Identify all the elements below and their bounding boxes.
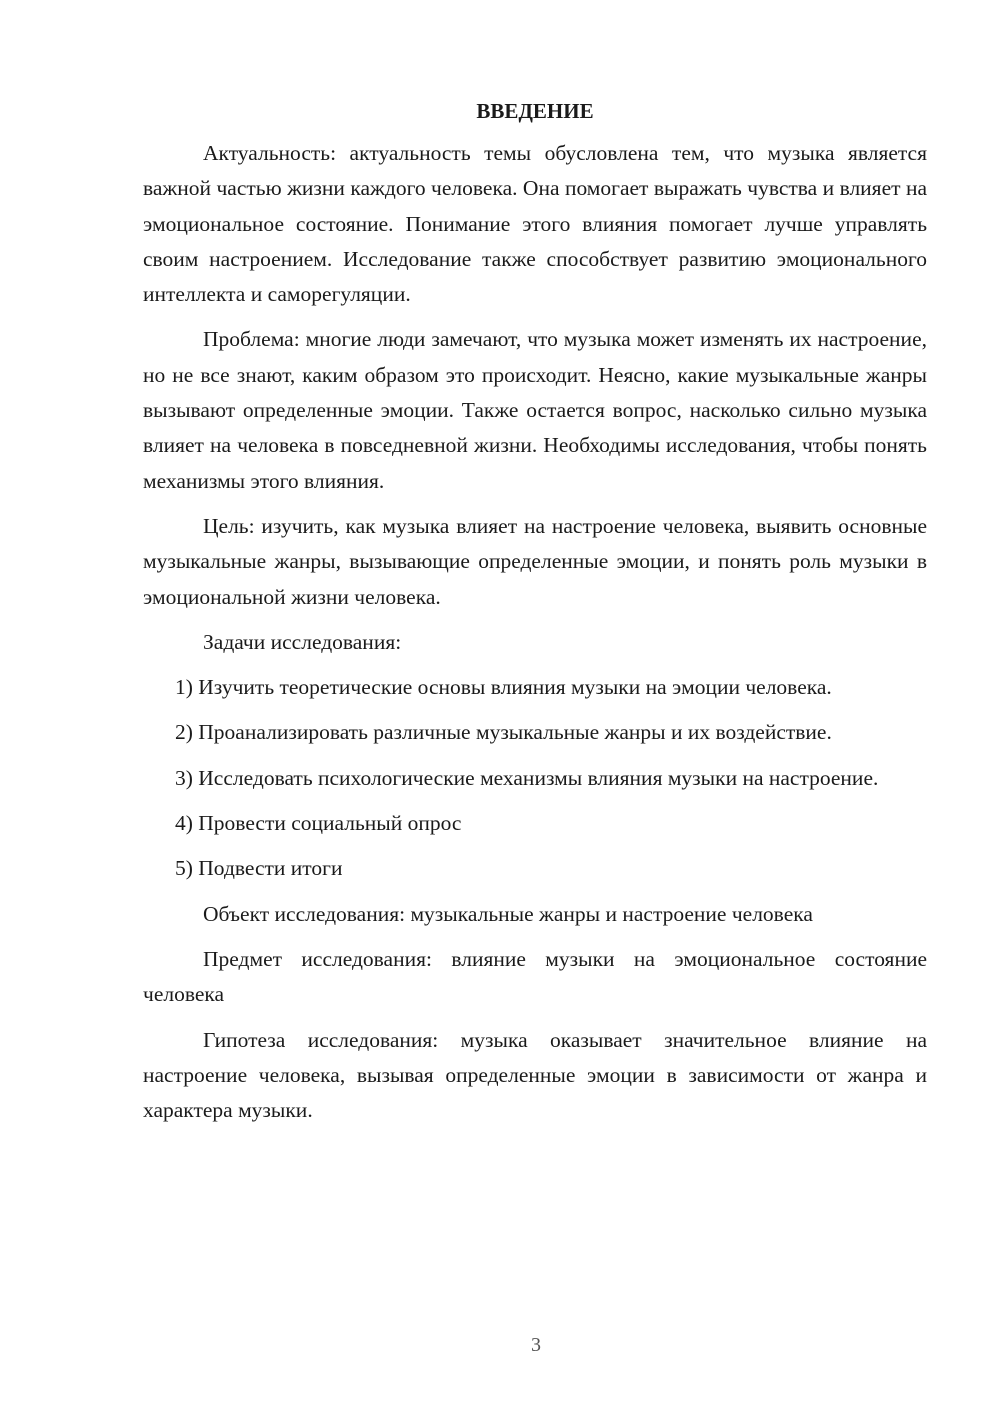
page-number: 3 bbox=[531, 1334, 541, 1356]
task-item-4: 4) Провести социальный опрос bbox=[175, 811, 462, 836]
subject-paragraph: Предмет исследования: влияние музыки на эмоциональное состояние человека bbox=[143, 946, 927, 1007]
relevance-paragraph: Актуальность: актуальность темы обусловлена тем, что музыка является важной частью жизни каждого человека. Она помогает выражать чувства и влияет на эмоциональное состояние. Понимание этого влияния помогает лучше управлять своим настроением. Исследование также способствует развитию эмоционального интеллекта и саморегуляции. bbox=[143, 141, 927, 307]
task-item-1: 1) Изучить теоретические основы влияния музыки на эмоции человека. bbox=[175, 675, 832, 700]
document-page bbox=[143, 96, 927, 1138]
page-title: ВВЕДЕНИЕ bbox=[476, 99, 594, 123]
task-item-5: 5) Подвести итоги bbox=[175, 856, 343, 881]
task-item-2: 2) Проанализировать различные музыкальные жанры и их воздействие. bbox=[175, 720, 832, 745]
goal-paragraph: Цель: изучить, как музыка влияет на настроение человека, выявить основные музыкальные жанры, вызывающие определенные эмоции, и понять роль музыки в эмоциональной жизни человека. bbox=[143, 513, 927, 609]
task-item-3: 3) Исследовать психологические механизмы влияния музыки на настроение. bbox=[175, 765, 879, 790]
tasks-heading: Задачи исследования: bbox=[203, 629, 402, 654]
problem-paragraph: Проблема: многие люди замечают, что музыка может изменять их настроение, но не все знают, каким образом это происходит. Неясно, какие музыкальные жанры вызывают определенные эмоции. Также остается вопрос, насколько сильно музыка влияет на человека в повседневной жизни. Необходимы исследования, чтобы понять механизмы этого влияния. bbox=[143, 327, 927, 493]
hypothesis-paragraph: Гипотеза исследования: музыка оказывает значительное влияние на настроение человека, вызывая определенные эмоции в зависимости от жанра и характера музыки. bbox=[143, 1027, 927, 1123]
object-paragraph: Объект исследования: музыкальные жанры и настроение человека bbox=[203, 901, 813, 926]
